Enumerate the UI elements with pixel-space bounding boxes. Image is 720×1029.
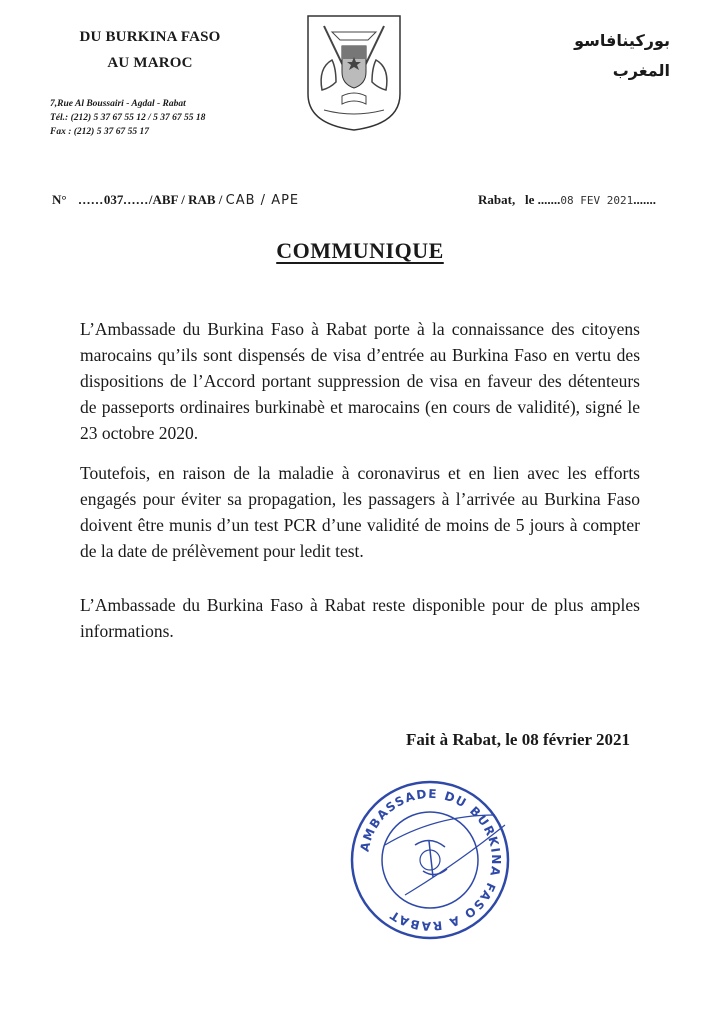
header-location: AU MAROC (107, 55, 193, 71)
date-stamp: 08 FEV 2021 (560, 194, 634, 207)
header-location-arabic: المغرب (612, 61, 670, 80)
address-fax: Fax : (212) 5 37 67 55 17 (50, 127, 149, 137)
reference-code: /ABF / RAB / (148, 192, 223, 207)
reference-prefix: N° (52, 192, 67, 207)
reference-le: le (524, 192, 535, 207)
document-title-wrap (0, 238, 720, 264)
paragraph-pcr-requirement: Toutefois, en raison de la maladie à coronavirus et en lien avec les efforts engagés pour éviter sa propagation, les passagers à l’arrivée au Burkina Faso doivent être munis d’un test PCR d’une validité de moins de 5 jours à compter de la date de prélèvement pour ledit test. (80, 463, 640, 561)
address-street: 7,Rue Al Boussairi - Agdal - Rabat (50, 99, 186, 109)
embassy-address (50, 97, 205, 139)
signoff-date: Fait à Rabat, le 08 février 2021 (406, 730, 630, 749)
reference-handwritten: CAB / APE (225, 193, 300, 208)
address-phone: Tél.: (212) 5 37 67 55 12 / 5 37 67 55 18 (50, 113, 206, 123)
paragraph-visa-exemption: L’Ambassade du Burkina Faso à Rabat porte à la connaissance des citoyens marocains qu’ils sont dispensés de visa d’entrée au Burkina Faso en vertu des dispositions de l’Accord portant suppression de visa en faveur des détenteurs de passeports ordinaires burkinabè et marocains (en cours de validité), signé le 23 octobre 2020. (80, 319, 640, 443)
coat-of-arms-icon (302, 12, 406, 132)
seal-text: AMBASSADE DU BURKINA FASO A RABAT (357, 786, 504, 934)
embassy-seal-icon (345, 775, 515, 945)
reference-place: Rabat, (478, 192, 516, 207)
header-right-arabic (470, 26, 670, 86)
document-title: COMMUNIQUE (276, 238, 444, 263)
reference-value: 037 (103, 192, 124, 207)
svg-text:AMBASSADE DU BURKINA FASO A RA (357, 787, 503, 933)
header-country: DU BURKINA FASO (79, 29, 221, 45)
communique-body (80, 316, 640, 658)
paragraph-contact: L’Ambassade du Burkina Faso à Rabat reste disponible pour de plus amples informations. (80, 595, 640, 641)
header-left (50, 24, 250, 76)
header-country-arabic: بوركينافاسو (574, 31, 670, 50)
reference-date: Rabat, le .......08 FEV 2021....... (478, 192, 656, 207)
reference-number: N° ......037....../ABF / RAB / CAB / APE (52, 192, 300, 208)
